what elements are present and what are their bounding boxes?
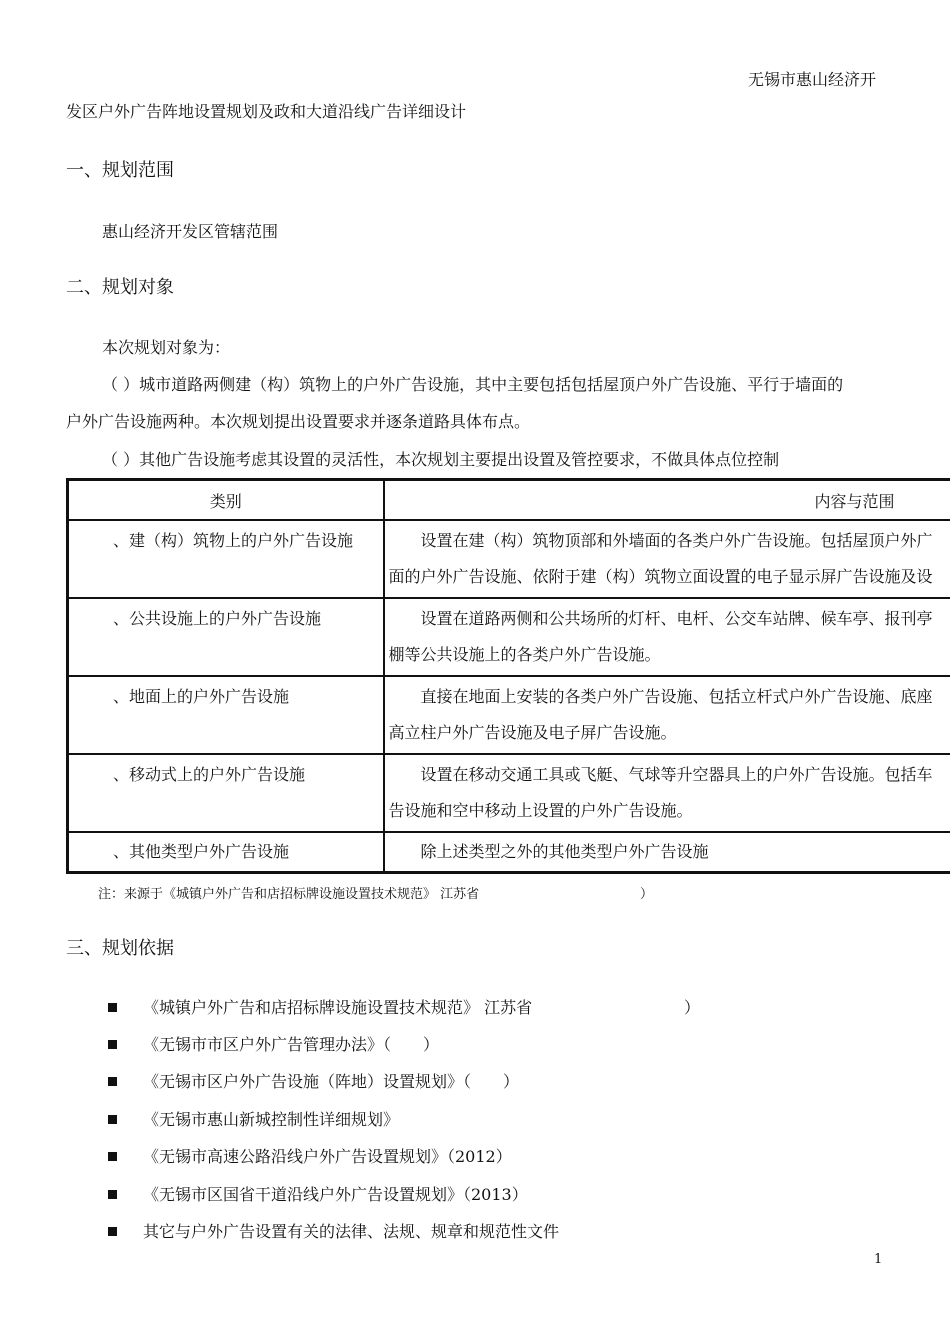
- scope-text: 惠山经济开发区管辖范围: [102, 222, 279, 241]
- list-item-text: 其它与户外广告设置有关的法律、法规、规章和规范性文件: [143, 1222, 560, 1241]
- section-heading-scope: 一、规划范围: [66, 160, 174, 181]
- square-bullet-icon: [108, 1227, 117, 1236]
- table-cell-category: 、建（构）筑物上的户外广告设施: [113, 531, 354, 550]
- table-cell-desc-line: 设置在道路两侧和公共场所的灯杆、电杆、公交车站牌、候车亭、报刊亭: [420, 609, 933, 628]
- table-cell-category: 、地面上的户外广告设施: [113, 687, 290, 706]
- table-cell-category: 、其他类型户外广告设施: [113, 842, 290, 861]
- table-cell-desc-line: 告设施和空中移动上设置的户外广告设施。: [388, 801, 693, 820]
- section-heading-basis: 三、规划依据: [66, 938, 174, 959]
- category-table: [66, 478, 950, 874]
- table-cell-desc-line: 除上述类型之外的其他类型户外广告设施: [420, 842, 709, 861]
- table-cell-desc-line: 设置在建（构）筑物顶部和外墙面的各类户外广告设施。包括屋顶户外广: [420, 531, 933, 550]
- table-row: [68, 754, 950, 832]
- square-bullet-icon: [108, 1077, 117, 1086]
- list-item: [108, 1222, 559, 1242]
- list-item-text: 《无锡市高速公路沿线户外广告设置规划》（2012）: [143, 1147, 512, 1166]
- list-item: [108, 1072, 519, 1092]
- table-header-row: [68, 480, 950, 521]
- list-item-text: 《城镇户外广告和店招标牌设施设置技术规范》 江苏省: [143, 998, 533, 1017]
- square-bullet-icon: [108, 1152, 117, 1161]
- table-header-content: 内容与范围: [384, 480, 950, 521]
- object-item-1-line-2: 户外广告设施两种。本次规划提出设置要求并逐条道路具体布点。: [66, 412, 531, 431]
- table-note-paren: ）: [640, 887, 654, 902]
- section-heading-object: 二、规划对象: [66, 277, 174, 298]
- object-item-1-line-1: （ ）城市道路两侧建（构）筑物上的户外广告设施，其中主要包括包括屋顶户外广告设施、平行于墙面的: [102, 375, 844, 394]
- table-cell-desc-line: 面的户外广告设施、依附于建（构）筑物立面设置的电子显示屏广告设施及设: [388, 567, 933, 586]
- list-item-text: 《无锡市市区户外广告管理办法》（ ）: [143, 1035, 440, 1054]
- list-item-text: 《无锡市惠山新城控制性详细规划》: [143, 1110, 400, 1129]
- table-row: [68, 598, 950, 676]
- list-item: [108, 1035, 439, 1055]
- square-bullet-icon: [108, 1190, 117, 1199]
- square-bullet-icon: [108, 1040, 117, 1049]
- page-number: 1: [874, 1252, 883, 1267]
- list-item-paren: ）: [684, 998, 701, 1017]
- document-title: 发区户外广告阵地设置规划及政和大道沿线广告详细设计: [66, 102, 467, 121]
- table-row: [68, 676, 950, 754]
- table-cell-desc-line: 直接在地面上安装的各类户外广告设施、包括立杆式户外广告设施、底座: [420, 687, 933, 706]
- table-cell-desc-line: 高立柱户外广告设施及电子屏广告设施。: [388, 723, 677, 742]
- table-cell-desc-line: 棚等公共设施上的各类户外广告设施。: [388, 645, 661, 664]
- list-item: [108, 1147, 512, 1167]
- list-item-text: 《无锡市区国省干道沿线户外广告设置规划》（2013）: [143, 1185, 528, 1204]
- list-item-text: 《无锡市区户外广告设施（阵地）设置规划》（ ）: [143, 1072, 520, 1091]
- table-cell-desc-line: 设置在移动交通工具或飞艇、气球等升空器具上的户外广告设施。包括车: [420, 765, 933, 784]
- table-row: [68, 520, 950, 598]
- object-item-2: （ ）其他广告设施考虑其设置的灵活性，本次规划主要提出设置及管控要求，不做具体点位控制: [102, 450, 780, 469]
- header-right-title: 无锡市惠山经济开: [748, 70, 877, 89]
- list-item: [108, 1185, 528, 1205]
- table-cell-category: 、移动式上的户外广告设施: [113, 765, 306, 784]
- object-intro: 本次规划对象为：: [102, 338, 231, 357]
- table-cell-category: 、公共设施上的户外广告设施: [113, 609, 322, 628]
- square-bullet-icon: [108, 1115, 117, 1124]
- list-item: [108, 998, 532, 1018]
- table-row: [68, 832, 950, 873]
- list-item: [108, 1110, 399, 1130]
- table-note: 注：来源于《城镇户外广告和店招标牌设施设置技术规范》 江苏省: [98, 887, 480, 902]
- table-header-category: 类别: [68, 480, 384, 521]
- square-bullet-icon: [108, 1003, 117, 1012]
